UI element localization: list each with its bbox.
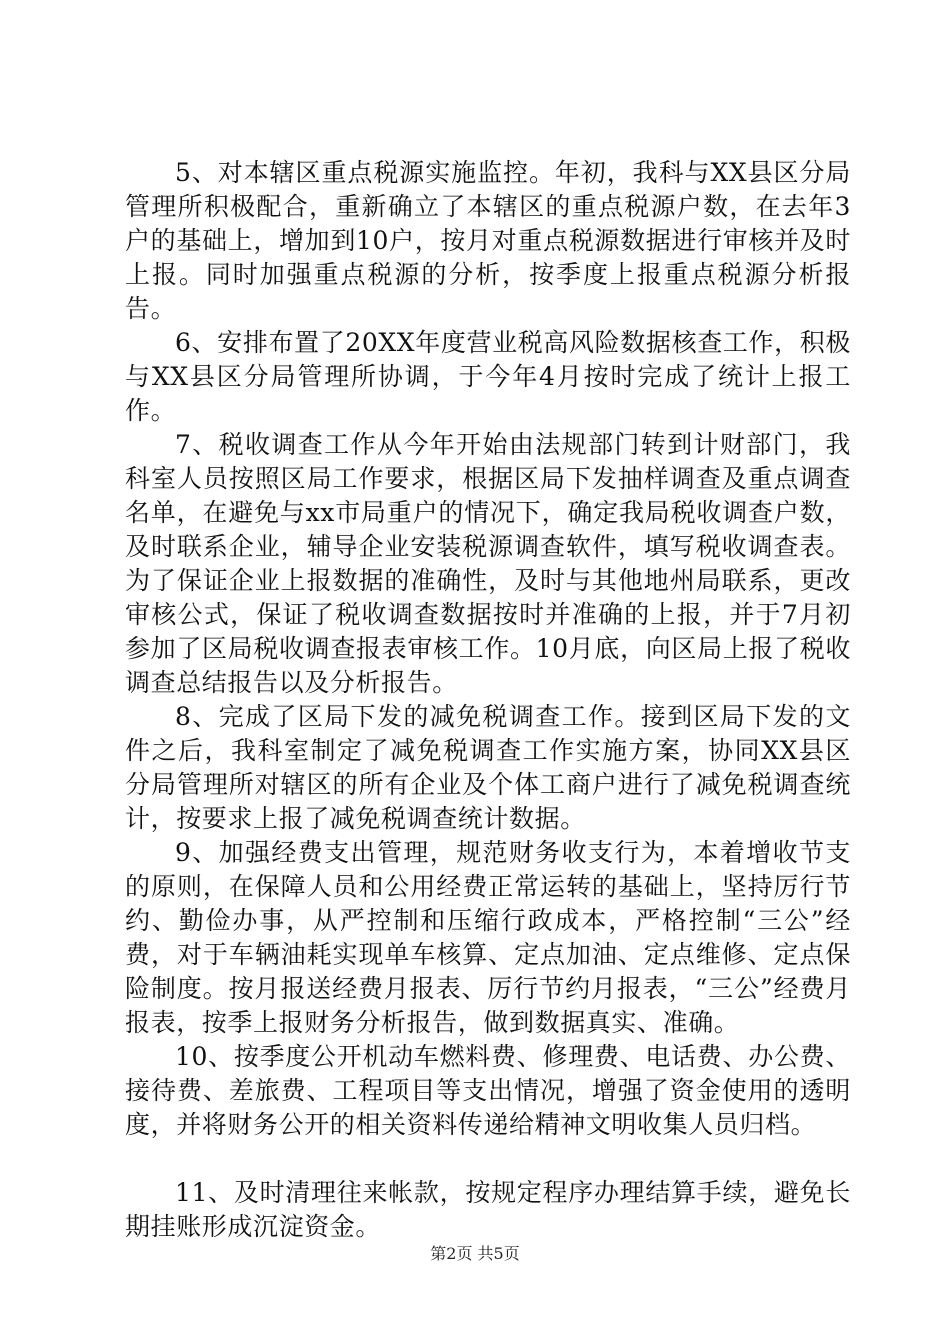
paragraph-item-6: 6、安排布置了20XX年度营业税高风险数据核查工作，积极与XX县区分局管理所协调，于今年4月按时完成了统计上报工作。: [125, 328, 851, 425]
document-body: [125, 156, 851, 1244]
page-number-footer: 第2页 共5页: [430, 1244, 520, 1263]
paragraph-item-7: 7、税收调查工作从今年开始由法规部门转到计财部门，我科室人员按照区局工作要求，根据区局下发抽样调查及重点调查名单，在避免与xx市局重户的情况下，确定我局税收调查户数，及时联系企业，辅导企业安装税源调查软件，填写税收调查表。为了保证企业上报数据的准确性，及时与其他地州局联系，更改审核公式，保证了税收调查数据按时并准确的上报，并于7月初参加了区局税收调查报表审核工作。10月底，向区局上报了税收调查总结报告以及分析报告。: [125, 430, 851, 697]
paragraph-item-9: 9、加强经费支出管理，规范财务收支行为，本着增收节支的原则，在保障人员和公用经费正常运转的基础上，坚持厉行节约、勤俭办事，从严控制和压缩行政成本，严格控制“三公”经费，对于车辆油耗实现单车核算、定点加油、定点维修、定点保险制度。按月报送经费月报表、厉行节约月报表，“三公”经费月报表，按季上报财务分析报告，做到数据真实、准确。: [125, 838, 851, 1037]
paragraph-item-11: 11、及时清理往来帐款，按规定程序办理结算手续，避免长期挂账形成沉淀资金。: [125, 1178, 851, 1241]
paragraph-item-10: 10、按季度公开机动车燃料费、修理费、电话费、办公费、接待费、差旅费、工程项目等支出情况，增强了资金使用的透明度，并将财务公开的相关资料传递给精神文明收集人员归档。: [125, 1042, 851, 1139]
paragraph-item-5: 5、对本辖区重点税源实施监控。年初，我科与XX县区分局管理所积极配合，重新确立了本辖区的重点税源户数，在去年3户的基础上，增加到10户，按月对重点税源数据进行审核并及时上报。同时加强重点税源的分析，按季度上报重点税源分析报告。: [125, 158, 851, 323]
paragraph-item-8: 8、完成了区局下发的减免税调查工作。接到区局下发的文件之后，我科室制定了减免税调查工作实施方案，协同XX县区分局管理所对辖区的所有企业及个体工商户进行了减免税调查统计，按要求上报了减免税调查统计数据。: [125, 702, 851, 833]
